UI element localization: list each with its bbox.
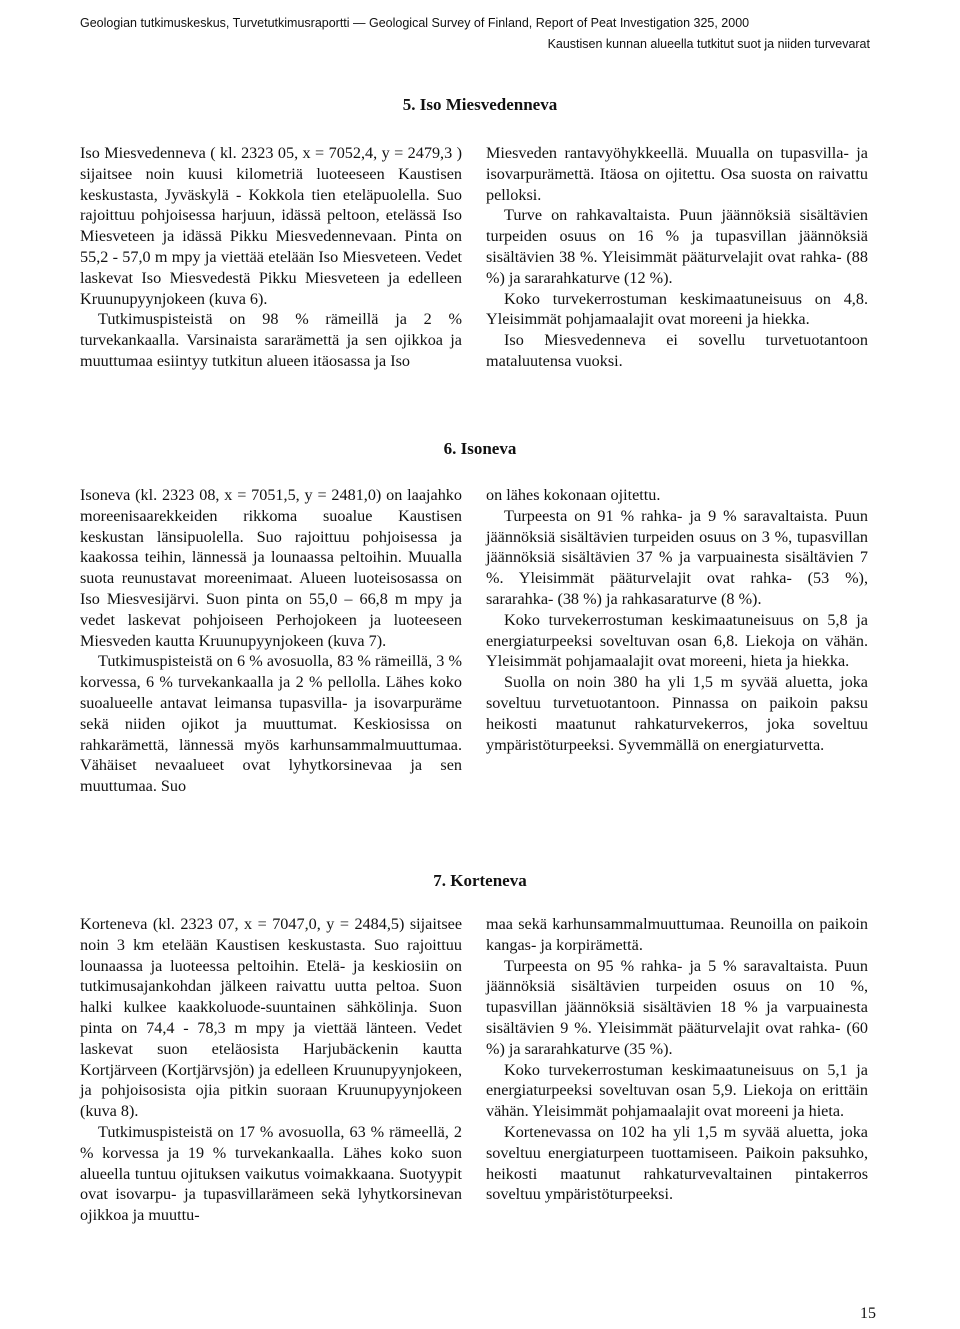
- paragraph: Tutkimuspisteistä on 17 % avosuolla, 63 % rämeellä, 2 % korvessa ja 19 % turvekankaalla. Lähes koko suon alueella tuntuu ojituksen vaikutus voimakkaana. Suotyypit ovat isovarpu- ja tupasvillarämeen sekä lyhytkorsinevan ojikkoa ja muuttu-: [80, 1122, 462, 1225]
- section-7-left-column: [80, 914, 462, 1226]
- paragraph: Kortenevassa on 102 ha yli 1,5 m syvää aluetta, joka soveltuu energiaturpeen tuottamiseen. Paikoin paksuhko, heikosti maatunut rahkaturvevaltainen pintakerros soveltuu ympäristöturpeeksi.: [486, 1122, 868, 1204]
- page-number: 15: [860, 1305, 876, 1322]
- paragraph: Iso Miesvedenneva ( kl. 2323 05, x = 7052,4, y = 2479,3 ) sijaitsee noin kuusi kilometriä luoteeseen Kaustisen keskustasta, Jyväskylä - Kokkola tien eteläpuolella. Suo rajoittuu pohjoisessa harjuun, idässä peltoon, etelässä Iso Miesveteen ja idässä Pikku Miesvedennevaan. Pinta on 55,2 - 57,0 m mpy ja viettää etelään Iso Miesveteen. Vedet laskevat Iso Miesvedestä Pikku Miesveteen ja edelleen Kruunupyynjokeen (kuva 6).: [80, 144, 462, 308]
- running-header-subtitle: Kaustisen kunnan alueella tutkitut suot ja niiden turvevarat: [547, 37, 870, 51]
- section-6-left-column: [80, 485, 462, 797]
- section-5-right-column: [486, 143, 868, 372]
- paragraph: Turpeesta on 91 % rahka- ja 9 % saravaltaista. Puun jäännöksiä sisältävien turpeiden osuus on 3 %, tupasvillan jäännöksiä sisältävien 37 % ja varpuainesta sisältävien 7 %. Yleisimmät pääturvelajit ovat rahka- (53 %), sararahka- (38 %) ja rahkasaraturve (8 %).: [486, 506, 868, 608]
- paragraph: Koko turvekerrostuman keskimaatuneisuus on 5,1 ja energiaturpeeksi soveltuvan osan 5,9. Liekoja on erittäin vähän. Yleisimmät pohjamaalajit ovat moreeni ja hieta.: [486, 1060, 868, 1121]
- paragraph: Turpeesta on 95 % rahka- ja 5 % saravaltaista. Puun jäännöksiä sisältävien turpeiden osuus on 10 %, tupasvillan jäännöksiä sisältävien 18 % ja varpuainesta sisältävien 9 %. Yleisimmät pääturvelajit ovat rahka- (60 %) ja sararahkaturve (35 %).: [486, 956, 868, 1058]
- paragraph: Tutkimuspisteistä on 98 % rämeillä ja 2 % turvekankaalla. Varsinaista sararämettä ja sen ojikkoa ja muuttumaa esiintyy tutkitun alueen itäosassa ja Iso: [80, 310, 462, 370]
- section-heading-5: 5. Iso Miesvedenneva: [402, 95, 558, 114]
- section-5-left-column: [80, 143, 462, 372]
- paragraph: Korteneva (kl. 2323 07, x = 7047,0, y = 2484,5) sijaitsee noin 3 km etelään Kaustisen keskustasta. Suo rajoittuu lounaassa ja luoteessa peltoihin. Etelä- ja keskiosiin on tutkimusajankohdan jälkeen raivattu uutta peltoa. Suon halki kulkee kaakkoluode-suuntainen sähkölinja. Suon pinta on 74,4 - 78,3 m mpy ja viettää länteen. Vedet laskevat suon eteläosista Harjubäckenin kautta Kortjärveen (Kortjärvsjön) ja edelleen Kruunupyynjokeen, ja pohjoisosista ojia pitkin suoraan Kruunupyynjokeen (kuva 8).: [80, 915, 462, 1121]
- section-heading-7: 7. Korteneva: [433, 871, 527, 890]
- paragraph: Koko turvekerrostuman keskimaatuneisuus on 4,8. Yleisimmät pohjamaalajit ovat moreeni ja hiekka.: [486, 289, 868, 329]
- paragraph: Suolla on noin 380 ha yli 1,5 m syvää aluetta, joka soveltuu turvetuotantoon. Pinnassa on paikoin paksu heikosti maatunut rahkaturvekerros, joka soveltuu ympäristöturpeeksi. Syvemmällä on energiaturvetta.: [486, 673, 868, 754]
- running-header-title: Geologian tutkimuskeskus, Turvetutkimusraportti — Geological Survey of Finland, Report of Peat Investigation 325, 2000: [80, 16, 750, 30]
- section-6-right-column: [486, 485, 868, 755]
- paragraph: Tutkimuspisteistä on 6 % avosuolla, 83 % rämeillä, 3 % korvessa, 6 % turvekankaalla ja 2 % pellolla. Lähes koko suoalueelle antavat leimansa tupasvilla- ja isovarpuräme sekä niiden ojikot ja muuttumat. Keskiosissa on rahkarämettä, lännessä myös karhunsammalmuuttumaa. Vähäiset nevaalueet ovat lyhytkorsinevaa ja sen muuttumaa. Suo: [80, 652, 462, 796]
- section-7-right-column: [486, 914, 868, 1205]
- paragraph: Koko turvekerrostuman keskimaatuneisuus on 5,8 ja energiaturpeeksi soveltuvan osan 6,8. Liekoja on vähän. Yleisimmät pohjamaalajit ovat moreeni, hieta ja hiekka.: [486, 610, 868, 671]
- paragraph: on lähes kokonaan ojitettu.: [486, 486, 661, 504]
- paragraph: Miesveden rantavyöhykkeellä. Muualla on tupasvilla- ja isovarpurämettä. Itäosa on ojitettu. Osa suosta on raivattu pelloksi.: [486, 144, 868, 204]
- section-heading-6: 6. Isoneva: [443, 439, 517, 458]
- paragraph: Iso Miesvedenneva ei sovellu turvetuotantoon mataluutensa vuoksi.: [486, 331, 868, 370]
- paragraph: maa sekä karhunsammalmuuttumaa. Reunoilla on paikoin kangas- ja korpirämettä.: [486, 915, 868, 954]
- paragraph: Isoneva (kl. 2323 08, x = 7051,5, y = 2481,0) on laajahko moreenisaarekkeiden rikkoma suoalue Kaustisen keskustan länsipuolella. Suo rajoittuu pohjoisessa ja kaakossa teihin, lännessä ja lounaassa peltoihin. Muualla suota reunustavat moreenimaat. Alueen luoteisosassa on Iso Miesvesijärvi. Suon pinta on 55,0 – 66,8 m mpy ja vedet laskevat pohjoiseen Perhojokeen ja luoteeseen Miesveden kautta Kruunupyynjokeen (kuva 7).: [80, 486, 462, 650]
- paragraph: Turve on rahkavaltaista. Puun jäännöksiä sisältävien turpeiden osuus on 16 % ja tupasvillan jäännöksiä sisältävien 38 %. Yleisimmät pääturvelajit ovat rahka- (88 %) ja sararahkaturve (12 %).: [486, 206, 868, 287]
